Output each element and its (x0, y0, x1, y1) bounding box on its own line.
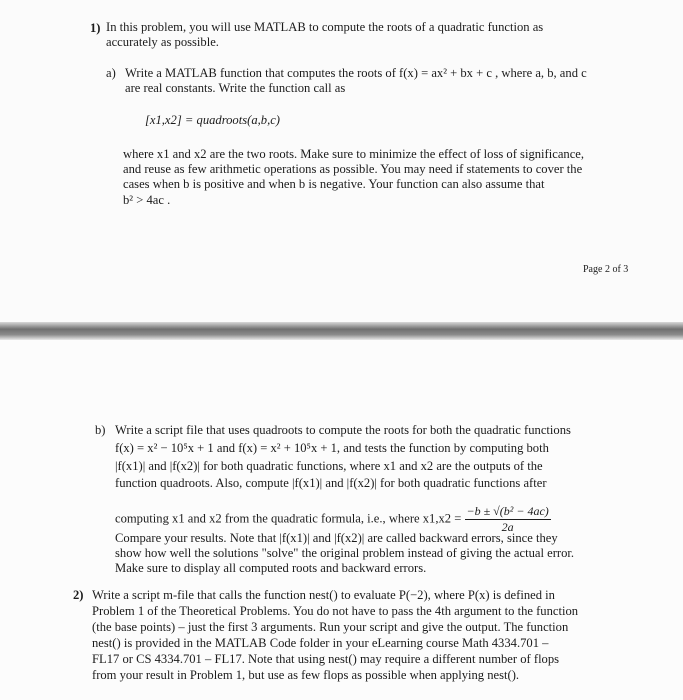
function-call: [x1,x2] = quadroots(a,b,c) (145, 113, 281, 127)
part-a-para-1: where x1 and x2 are the two roots. Make sure to minimize the effect of loss of significance, (123, 147, 585, 161)
part-a-para-4: b² > 4ac . (123, 193, 171, 207)
part-a-line-2: are real constants. Write the function call as (125, 81, 346, 95)
part-b-line-7: show how well the solutions "solve" the original problem instead of giving the actual error. (115, 546, 575, 560)
part-b-line-3: |f(x1)| and |f(x2)| for both quadratic functions, where x1 and x2 are the outputs of the (115, 459, 543, 473)
problem-1-line-1: In this problem, you will use MATLAB to compute the roots of a quadratic function as (106, 20, 544, 34)
formula-numerator: −b ± √(b² − 4ac) (466, 504, 549, 518)
problem-1-line-2: accurately as possible. (106, 35, 219, 49)
part-b-line-6: Compare your results. Note that |f(x1)| and |f(x2)| are called backward errors, since they (115, 531, 558, 545)
part-a-label: a) (106, 66, 116, 80)
problem-2-number: 2) (73, 588, 84, 602)
part-b-line-5-text: computing x1 and x2 from the quadratic formula, i.e., where x1,x2 = (115, 511, 462, 526)
part-b-line-8: Make sure to display all computed roots and backward errors. (115, 561, 427, 575)
problem-2-line-2: Problem 1 of the Theoretical Problems. You do not have to pass the 4th argument to the function (92, 604, 579, 618)
part-b-line-2: f(x) = x² − 10⁵x + 1 and f(x) = x² + 10⁵x + 1, and tests the function by computing both (115, 441, 549, 455)
part-a-para-3: cases when b is positive and when b is negative. Your function can also assume that (123, 177, 545, 191)
problem-2-line-1: Write a script m-file that calls the function nest() to evaluate P(−2), where P(x) is defined in (92, 588, 555, 602)
formula-denominator: 2a (501, 520, 514, 534)
problem-2-line-3: (the base points) – just the first 3 arguments. Run your script and give the output. The function (92, 620, 569, 634)
problem-2-line-4: nest() is provided in the MATLAB Code folder in your eLearning course Math 4334.701 – (92, 636, 549, 650)
part-a-para-2: and reuse as few arithmetic operations as possible. You may need if statements to cover the (123, 162, 583, 176)
page-divider (0, 322, 683, 340)
problem-2-line-6: from your result in Problem 1, but use as few flops as possible when applying nest(). (92, 668, 520, 682)
problem-2-line-5: FL17 or CS 4334.701 – FL17. Note that using nest() may require a different number of flops (92, 652, 560, 666)
page-top (0, 0, 683, 322)
part-a-line-1: Write a MATLAB function that computes the roots of f(x) = ax² + bx + c , where a, b, and c (125, 66, 587, 80)
problem-1-number: 1) (90, 21, 101, 35)
page-bottom (0, 340, 683, 700)
part-b-label: b) (95, 423, 106, 437)
part-b-line-1: Write a script file that uses quadroots to compute the roots for both the quadratic functions (115, 423, 571, 437)
page-number: Page 2 of 3 (583, 264, 629, 275)
part-b-line-4: function quadroots. Also, compute |f(x1)| and |f(x2)| for both quadratic functions after (115, 476, 547, 490)
